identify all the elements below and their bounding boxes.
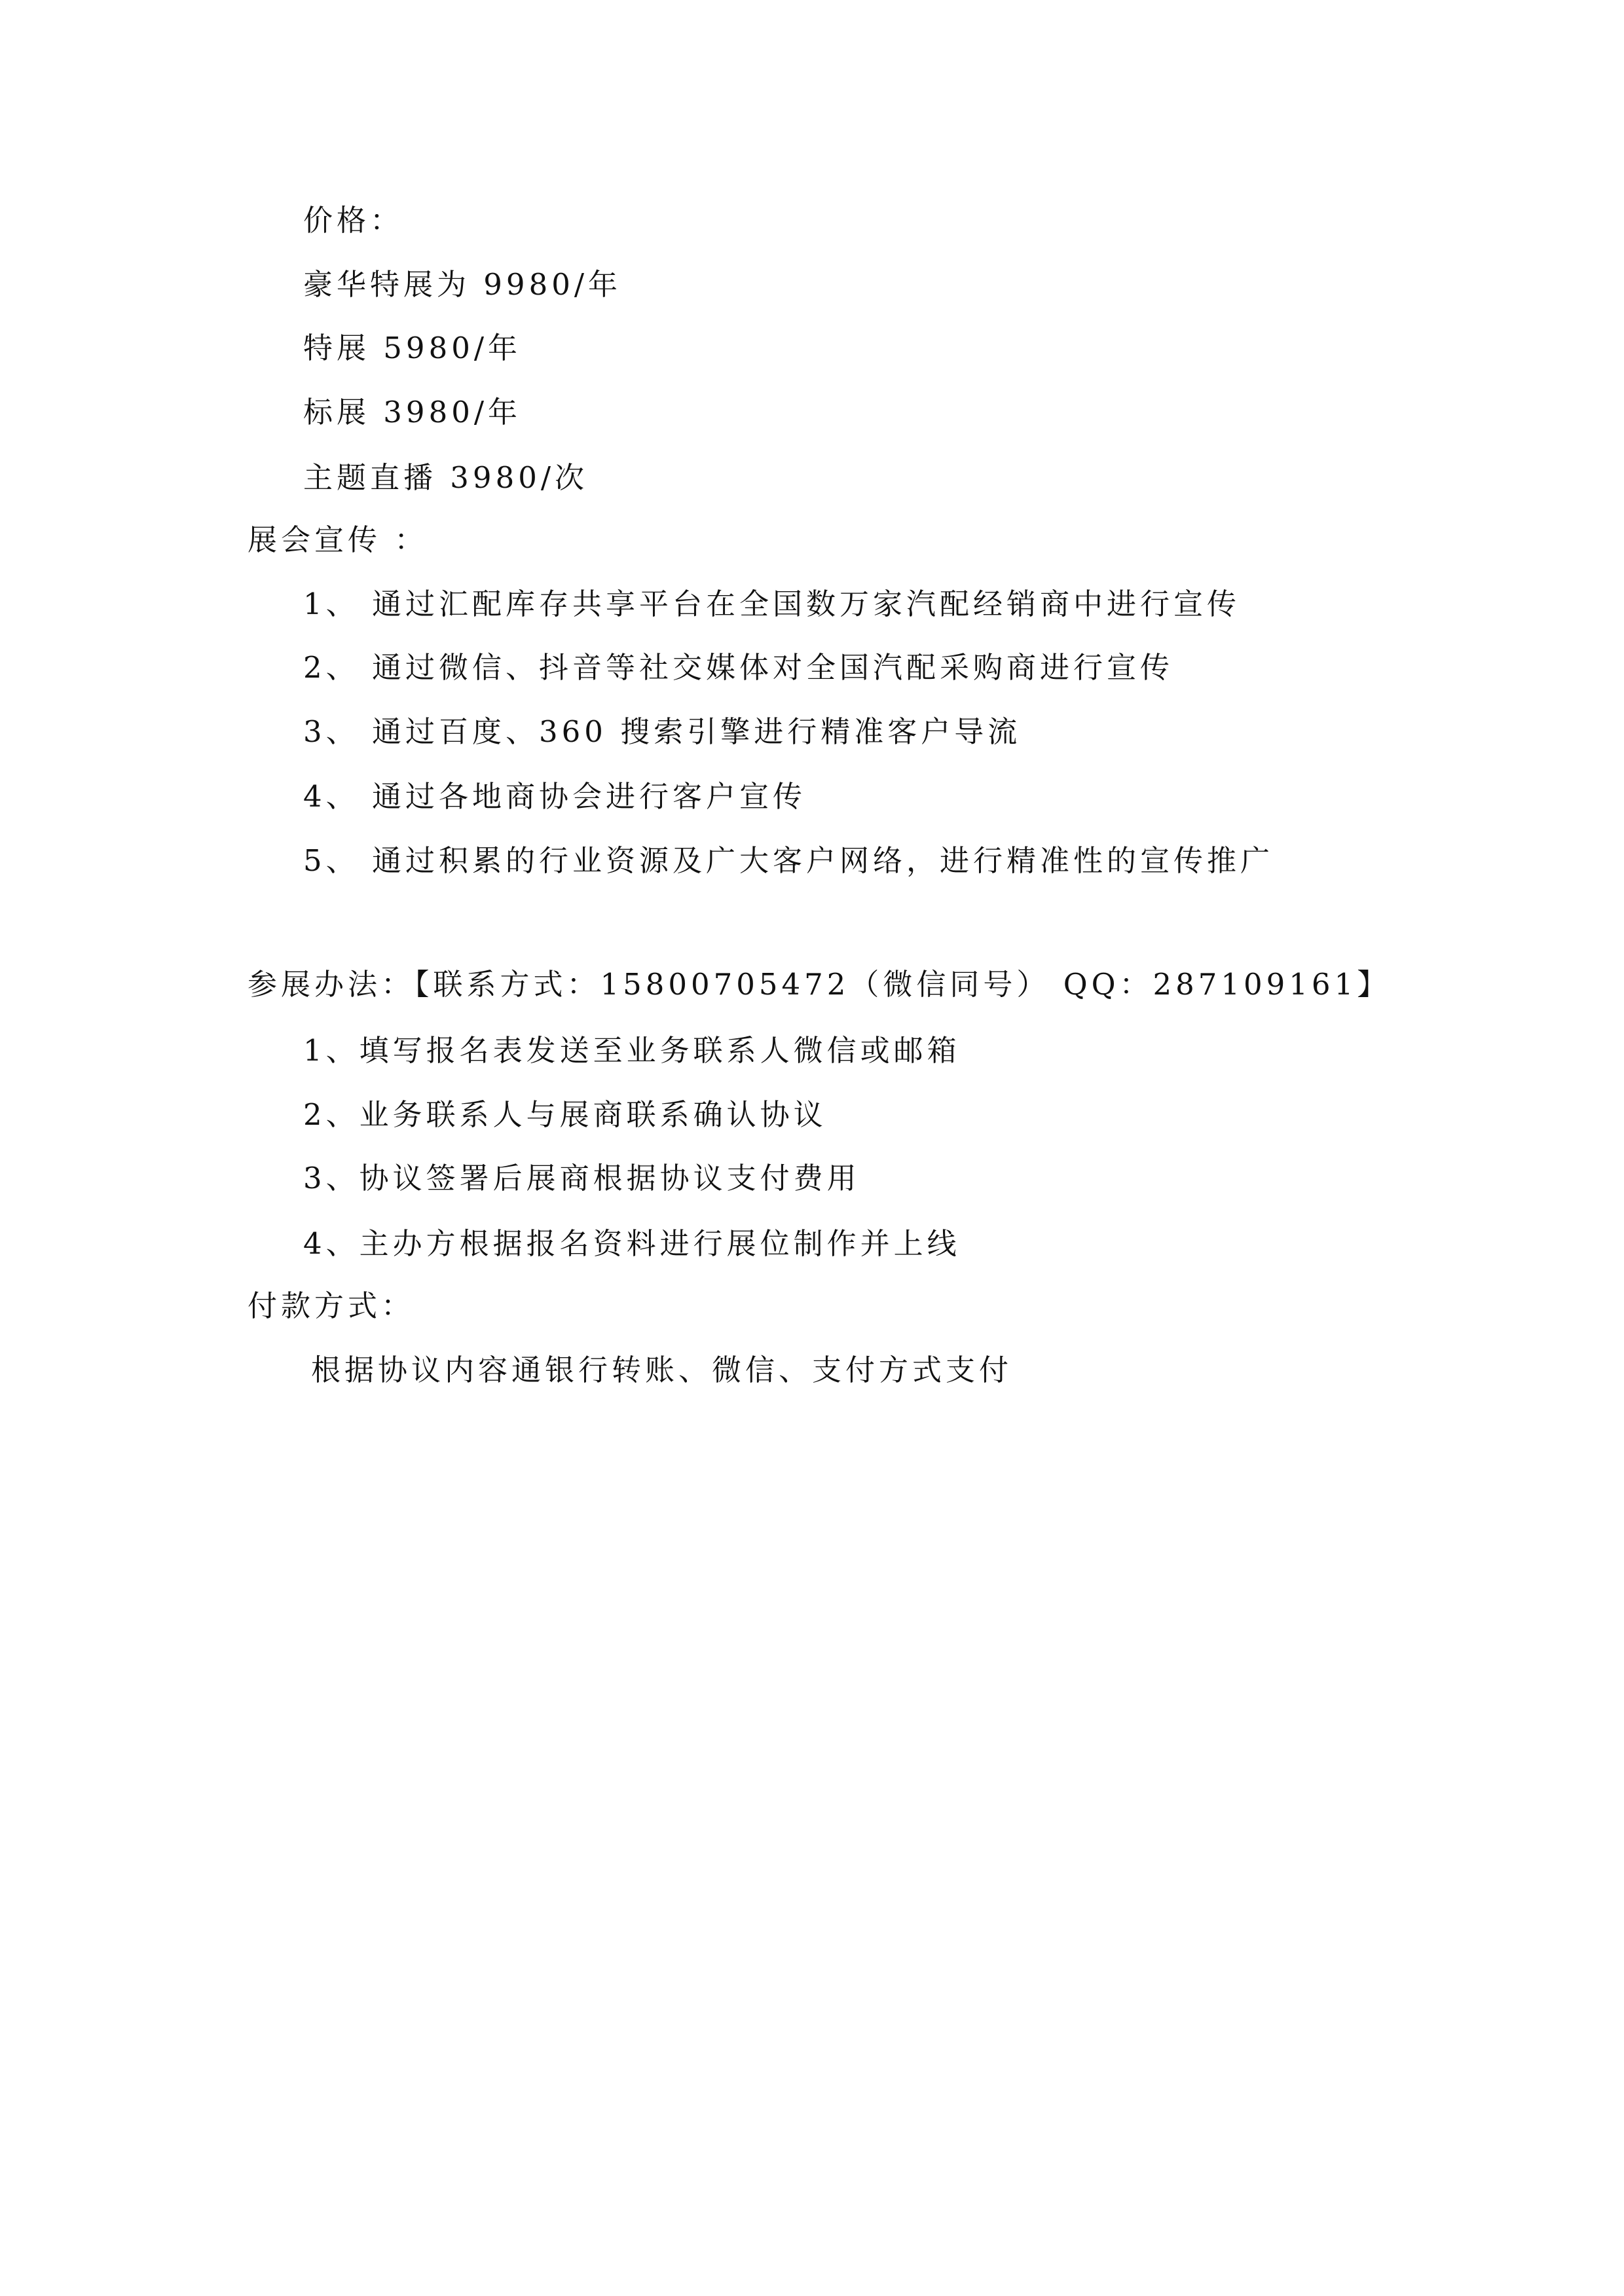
participation-step: 3、协议签署后展商根据协议支付费用 bbox=[303, 1161, 860, 1195]
promotion-item bbox=[303, 777, 806, 816]
payment-heading: 付款方式： bbox=[248, 1288, 415, 1323]
list-text: 通过微信、抖音等社交媒体对全国汽配采购商进行宣传 bbox=[372, 650, 1174, 685]
participation-step: 4、主办方根据报名资料进行展位制作并上线 bbox=[303, 1226, 961, 1261]
list-number: 3、 bbox=[303, 714, 360, 749]
list-number: 4、 bbox=[303, 779, 360, 814]
participation-step: 1、填写报名表发送至业务联系人微信或邮箱 bbox=[303, 1033, 961, 1068]
promotion-item bbox=[303, 648, 1173, 687]
list-number: 2、 bbox=[303, 650, 360, 685]
payment-text: 根据协议内容通银行转账、微信、支付方式支付 bbox=[311, 1353, 1013, 1387]
participation-step: 2、业务联系人与展商联系确认协议 bbox=[303, 1097, 827, 1132]
price-item: 豪华特展为 9980/年 bbox=[303, 267, 621, 302]
list-number: 5、 bbox=[303, 843, 360, 878]
list-text: 通过积累的行业资源及广大客户网络，进行精准性的宣传推广 bbox=[372, 843, 1274, 878]
participation-heading: 参展办法：【联系方式：15800705472（微信同号） QQ：287109161】 bbox=[248, 967, 1391, 1002]
list-text: 通过百度、360 搜索引擎进行精准客户导流 bbox=[372, 714, 1022, 749]
list-text: 通过各地商协会进行客户宣传 bbox=[372, 779, 807, 814]
price-item: 主题直播 3980/次 bbox=[303, 460, 588, 495]
price-item: 标展 3980/年 bbox=[303, 395, 521, 429]
list-text: 通过汇配库存共享平台在全国数万家汽配经销商中进行宣传 bbox=[372, 587, 1241, 621]
promotion-heading: 展会宣传 ： bbox=[248, 522, 428, 557]
list-number: 1、 bbox=[303, 587, 360, 621]
price-item: 特展 5980/年 bbox=[303, 331, 521, 365]
promotion-item bbox=[303, 712, 1021, 752]
promotion-item bbox=[303, 841, 1274, 881]
promotion-item bbox=[303, 585, 1240, 624]
pricing-heading: 价格： bbox=[303, 203, 404, 238]
